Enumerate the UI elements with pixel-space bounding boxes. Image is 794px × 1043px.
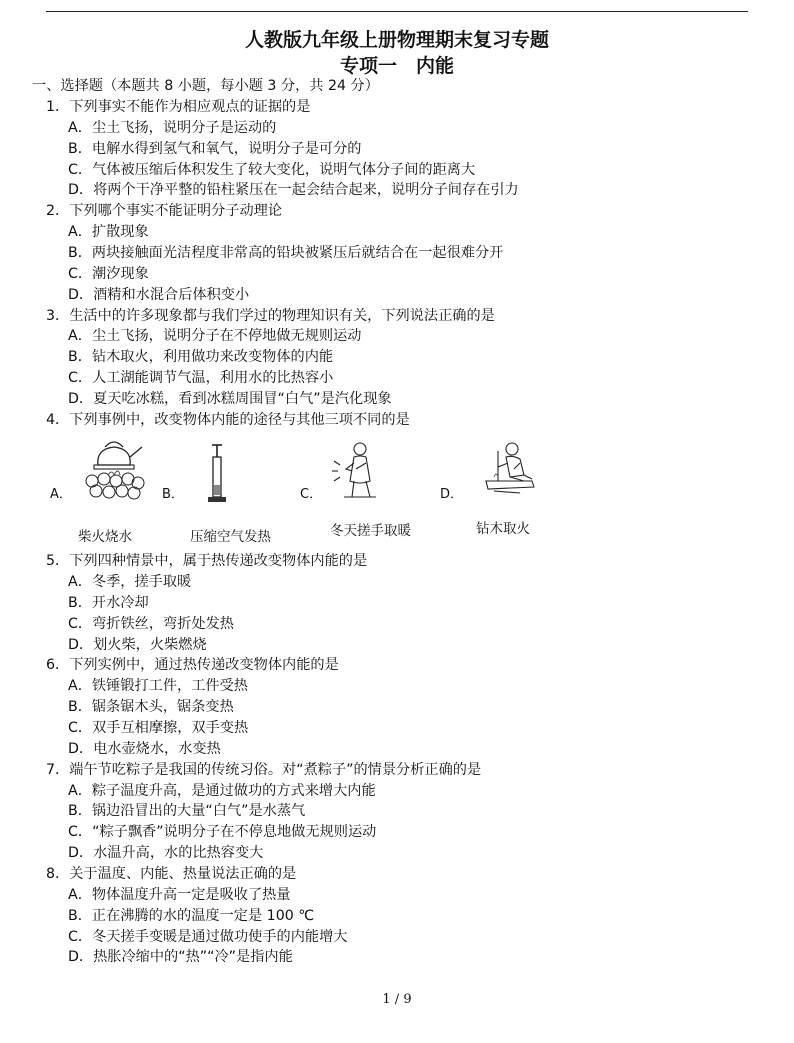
figure-row: [0, 433, 794, 545]
air-compression-icon: [204, 443, 230, 507]
option-b: B．钻木取火，利用做功来改变物体的内能: [68, 349, 334, 365]
option-d: D．将两个干净平整的铅柱紧压在一起会结合起来，说明分子间存在引力: [68, 182, 519, 198]
option-d: D．夏天吃冰糕，看到冰糕周围冒“白气”是汽化现象: [68, 391, 392, 407]
option-c: C．双手互相摩擦，双手变热: [68, 720, 249, 736]
page-number: 1 / 9: [382, 992, 412, 1007]
option-c: C．弯折铁丝，弯折处发热: [68, 616, 234, 632]
drilling-wood-fire-icon: [480, 437, 538, 501]
kettle-fire-icon: [78, 435, 150, 503]
option-a: A．尘土飞扬，说明分子在不停地做无规则运动: [68, 328, 362, 344]
option-b: B．正在沸腾的水的温度一定是 100 ℃: [68, 908, 315, 924]
question-stem: 7．端午节吃粽子是我国的传统习俗。对“煮粽子”的情景分析正确的是: [46, 762, 482, 778]
option-a: A．粽子温度升高，是通过做功的方式来增大内能: [68, 783, 376, 799]
option-d: D．水温升高，水的比热容变大: [68, 845, 264, 861]
option-a: A．扩散现象: [68, 224, 149, 240]
option-b: B．电解水得到氢气和氧气，说明分子是可分的: [68, 141, 362, 157]
option-d: D．电水壶烧水，水变热: [68, 741, 221, 757]
option-a: A．物体温度升高一定是吸收了热量: [68, 887, 291, 903]
figure-letter: A．: [50, 487, 72, 502]
figure-letter: B．: [162, 487, 184, 502]
figure-caption: 柴火烧水: [78, 529, 132, 545]
page-title: 人教版九年级上册物理期末复习专题: [244, 29, 549, 51]
question-stem: 1．下列事实不能作为相应观点的证据的是: [46, 99, 311, 115]
option-c: C．气体被压缩后体积发生了较大变化，说明气体分子间的距离大: [68, 162, 476, 178]
question-stem: 4．下列事例中，改变物体内能的途径与其他三项不同的是: [46, 412, 410, 428]
option-a: A．尘土飞扬，说明分子是运动的: [68, 120, 277, 136]
page-subtitle: 专项一 内能: [339, 55, 454, 77]
figure-caption: 冬天搓手取暖: [330, 523, 411, 539]
question-stem: 2．下列哪个事实不能证明分子动理论: [46, 203, 283, 219]
option-c: C．“粽子飘香”说明分子在不停息地做无规则运动: [68, 824, 377, 840]
option-d: D．酒精和水混合后体积变小: [68, 287, 250, 303]
rubbing-hands-icon: [330, 435, 384, 507]
option-c: C．人工湖能调节气温，利用水的比热容小: [68, 370, 334, 386]
figure-letter: C．: [300, 487, 323, 502]
option-c: C．潮汐现象: [68, 266, 149, 282]
question-stem: 6．下列实例中，通过热传递改变物体内能的是: [46, 657, 339, 673]
option-d: D．热胀冷缩中的“热”“冷”是指内能: [68, 949, 293, 965]
option-a: A．冬季，搓手取暖: [68, 574, 192, 590]
option-d: D．划火柴，火柴燃烧: [68, 637, 207, 653]
option-a: A．铁锤锻打工件，工件受热: [68, 678, 248, 694]
figure-caption: 压缩空气发热: [190, 529, 271, 545]
figure-letter: D．: [440, 487, 464, 502]
option-b: B．锯条锯木头，锯条变热: [68, 699, 234, 715]
question-stem: 3．生活中的许多现象都与我们学过的物理知识有关，下列说法正确的是: [46, 308, 495, 324]
figure-caption: 钻木取火: [476, 521, 530, 537]
option-c: C．冬天搓手变暖是通过做功使手的内能增大: [68, 929, 348, 945]
option-b: B．两块接触面光洁程度非常高的铅块被紧压后就结合在一起很难分开: [68, 245, 504, 261]
section-heading: 一、选择题（本题共 8 小题，每小题 3 分，共 24 分）: [32, 78, 379, 94]
question-stem: 8．关于温度、内能、热量说法正确的是: [46, 866, 297, 882]
question-stem: 5．下列四种情景中，属于热传递改变物体内能的是: [46, 553, 368, 569]
option-b: B．锅边沿冒出的大量“白气”是水蒸气: [68, 803, 306, 819]
top-rule: [46, 11, 748, 12]
option-b: B．开水冷却: [68, 595, 149, 611]
